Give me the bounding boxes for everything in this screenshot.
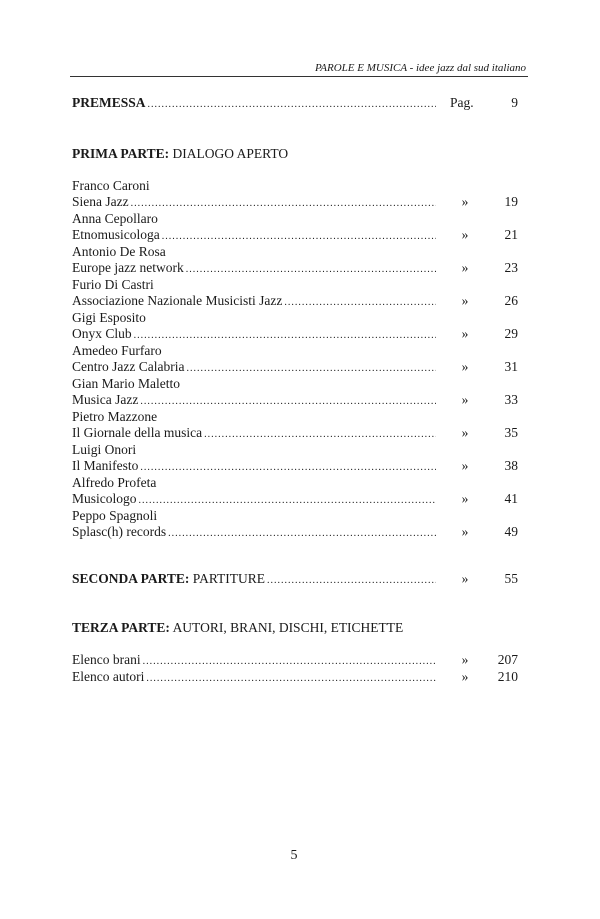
dot-leader [162, 229, 436, 245]
dot-leader [131, 196, 436, 212]
toc-entry-seconda-parte[interactable] [72, 571, 518, 587]
dot-leader [284, 295, 436, 311]
toc-entry-premessa[interactable] [72, 95, 518, 111]
toc-page-number: 207 [497, 652, 518, 667]
toc-label: PREMESSA [72, 95, 146, 110]
toc-label: Europe jazz network [72, 260, 184, 275]
toc-page-number: 21 [504, 227, 518, 242]
dot-leader [204, 427, 436, 443]
toc-page-number: 26 [504, 293, 518, 308]
ditto-mark: » [461, 326, 469, 341]
toc-page-number: 23 [504, 260, 518, 275]
dot-leader [140, 460, 436, 476]
section-title-terza-parte [72, 620, 403, 636]
toc-label: Siena Jazz [72, 194, 129, 209]
ditto-mark: » [461, 458, 469, 473]
toc-page-number: 29 [504, 326, 518, 341]
toc-label: Onyx Club [72, 326, 132, 341]
toc-entry[interactable] [72, 524, 518, 540]
dot-leader [186, 262, 436, 278]
toc-label: Elenco autori [72, 669, 145, 684]
section-title-bold: PRIMA PARTE: [72, 146, 170, 161]
toc-page-number: 38 [504, 458, 518, 473]
toc-entry[interactable] [72, 194, 518, 210]
section-title-seconda-parte [72, 571, 265, 587]
toc-entry[interactable] [72, 491, 518, 507]
toc-entry[interactable] [72, 293, 518, 309]
toc-author: Antonio De Rosa [72, 244, 166, 259]
ditto-mark: » [461, 652, 469, 667]
toc-label: Musicologo [72, 491, 137, 506]
dot-leader [146, 671, 436, 687]
toc-author: Anna Cepollaro [72, 211, 158, 226]
section-title-rest: AUTORI, BRANI, DISCHI, ETICHETTE [172, 620, 404, 635]
toc-entry[interactable] [72, 458, 518, 474]
dot-leader [267, 573, 436, 589]
dot-leader [134, 328, 436, 344]
toc-entry[interactable] [72, 326, 518, 342]
toc-author: Gian Mario Maletto [72, 376, 180, 391]
dot-leader [139, 493, 436, 509]
toc-label: Associazione Nazionale Musicisti Jazz [72, 293, 283, 308]
toc-entry[interactable] [72, 392, 518, 408]
page-number: 5 [290, 848, 298, 863]
toc-author: Amedeo Furfaro [72, 343, 162, 358]
ditto-mark: » [461, 491, 469, 506]
toc-page-number: 35 [504, 425, 518, 440]
ditto-mark: » [461, 260, 469, 275]
toc-label: Il Manifesto [72, 458, 139, 473]
toc-author: Alfredo Profeta [72, 475, 157, 490]
dot-leader [140, 394, 436, 410]
section-title-rest: PARTITURE [192, 571, 265, 586]
toc-label: Musica Jazz [72, 392, 139, 407]
dot-leader [148, 97, 436, 113]
page-abbrev: Pag. [450, 95, 474, 110]
header-rule [70, 76, 528, 77]
toc-author: Furio Di Castri [72, 277, 154, 292]
toc-entry[interactable] [72, 227, 518, 243]
ditto-mark: » [461, 669, 469, 684]
toc-page-number: 210 [497, 669, 518, 684]
toc-author: Luigi Onori [72, 442, 137, 457]
toc-entry[interactable] [72, 652, 518, 668]
toc-label: Il Giornale della musica [72, 425, 203, 440]
ditto-mark: » [461, 571, 469, 586]
section-title-bold: TERZA PARTE: [72, 620, 170, 635]
section-title-bold: SECONDA PARTE: [72, 571, 190, 586]
ditto-mark: » [461, 227, 469, 242]
toc-entry[interactable] [72, 359, 518, 375]
dot-leader [168, 526, 436, 542]
toc-page-number: 9 [511, 95, 518, 110]
toc-entry[interactable] [72, 260, 518, 276]
toc-label: Etnomusicologa [72, 227, 160, 242]
toc-page-number: 55 [504, 571, 518, 586]
ditto-mark: » [461, 293, 469, 308]
toc-page-number: 31 [504, 359, 518, 374]
ditto-mark: » [461, 359, 469, 374]
toc-page-number: 41 [504, 491, 518, 506]
section-title-prima-parte [72, 146, 288, 162]
ditto-mark: » [461, 194, 469, 209]
section-title-rest: DIALOGO APERTO [172, 146, 289, 161]
toc-page-number: 49 [504, 524, 518, 539]
toc-label: Splasc(h) records [72, 524, 167, 539]
toc-author: Gigi Esposito [72, 310, 146, 325]
toc-entry[interactable] [72, 425, 518, 441]
ditto-mark: » [461, 524, 469, 539]
toc-page-number: 33 [504, 392, 518, 407]
toc-label: Centro Jazz Calabria [72, 359, 185, 374]
ditto-mark: » [461, 425, 469, 440]
toc-author: Peppo Spagnoli [72, 508, 158, 523]
dot-leader [186, 361, 436, 377]
ditto-mark: » [461, 392, 469, 407]
toc-entry[interactable] [72, 669, 518, 685]
toc-author: Pietro Mazzone [72, 409, 158, 424]
dot-leader [143, 654, 436, 670]
toc-author: Franco Caroni [72, 178, 150, 193]
toc-page-number: 19 [504, 194, 518, 209]
running-header: PAROLE E MUSICA - idee jazz dal sud italiano [314, 62, 526, 74]
toc-label: Elenco brani [72, 652, 141, 667]
